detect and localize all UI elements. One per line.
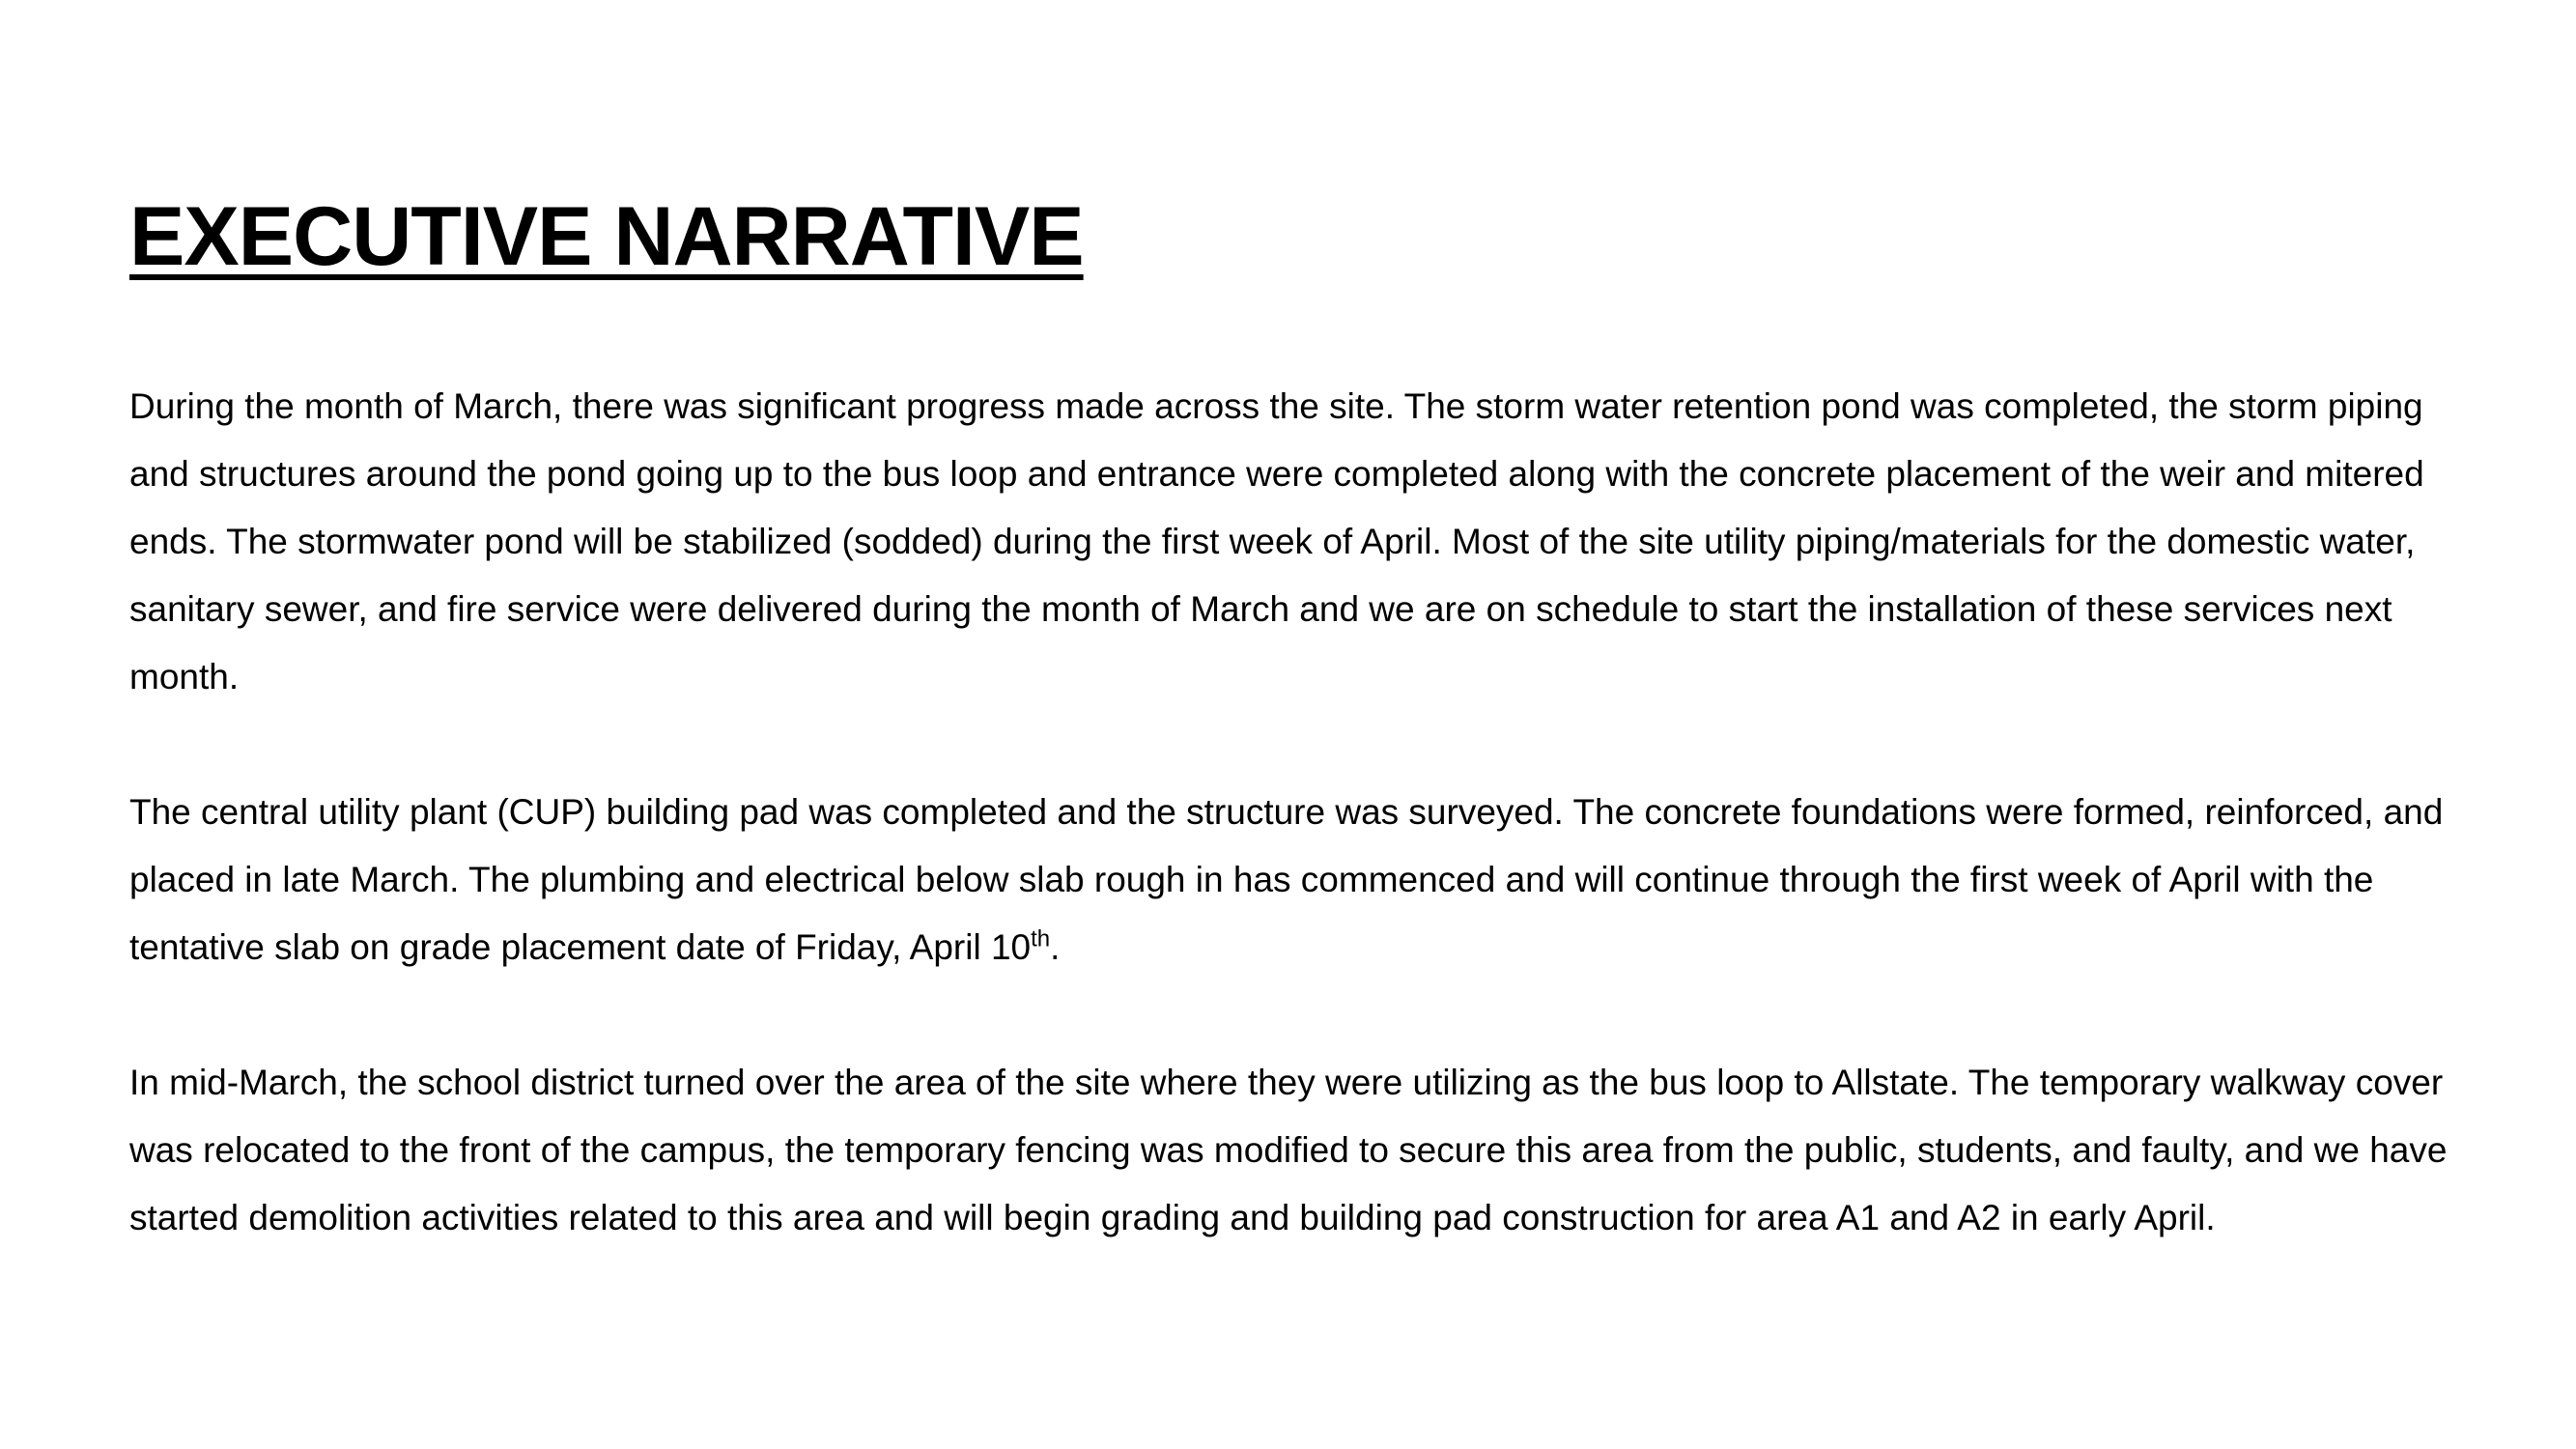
page-title: EXECUTIVE NARRATIVE: [129, 190, 1084, 283]
paragraph-cup-building: [129, 779, 2486, 981]
paragraph-cup-text: The central utility plant (CUP) building pad was completed and the structure was surveyed. The concrete foundations were formed, reinforced, and placed in late March. The plumbing and electrical below slab rough in has commenced and will continue through the first week of April with the tentative slab on grade placement date of Friday, April 10: [129, 792, 2444, 967]
paragraph-bus-loop-turnover: In mid-March, the school district turned over the area of the site where they were utilizing as the bus loop to Allstate. The temporary walkway cover was relocated to the front of the campus, the temporary fencing was modified to secure this area from the public, students, and faulty, and we have started demolition activities related to this area and will begin grading and building pad construction for area A1 and A2 in early April.: [129, 1063, 2448, 1237]
ordinal-suffix: th: [1031, 925, 1051, 952]
narrative-body: [129, 373, 2486, 1252]
paragraph-cup-end: .: [1050, 927, 1061, 967]
paragraph-site-progress: During the month of March, there was significant progress made across the site. The storm water retention pond was completed, the storm piping and structures around the pond going up to the bus loop and entrance were completed along with the concrete placement of the weir and mitered ends. The stormwater pond will be stabilized (sodded) during the first week of April. Most of the site utility piping/materials for the domestic water, sanitary sewer, and fire service were delivered during the month of March and we are on schedule to start the installation of these services next month.: [129, 386, 2424, 696]
